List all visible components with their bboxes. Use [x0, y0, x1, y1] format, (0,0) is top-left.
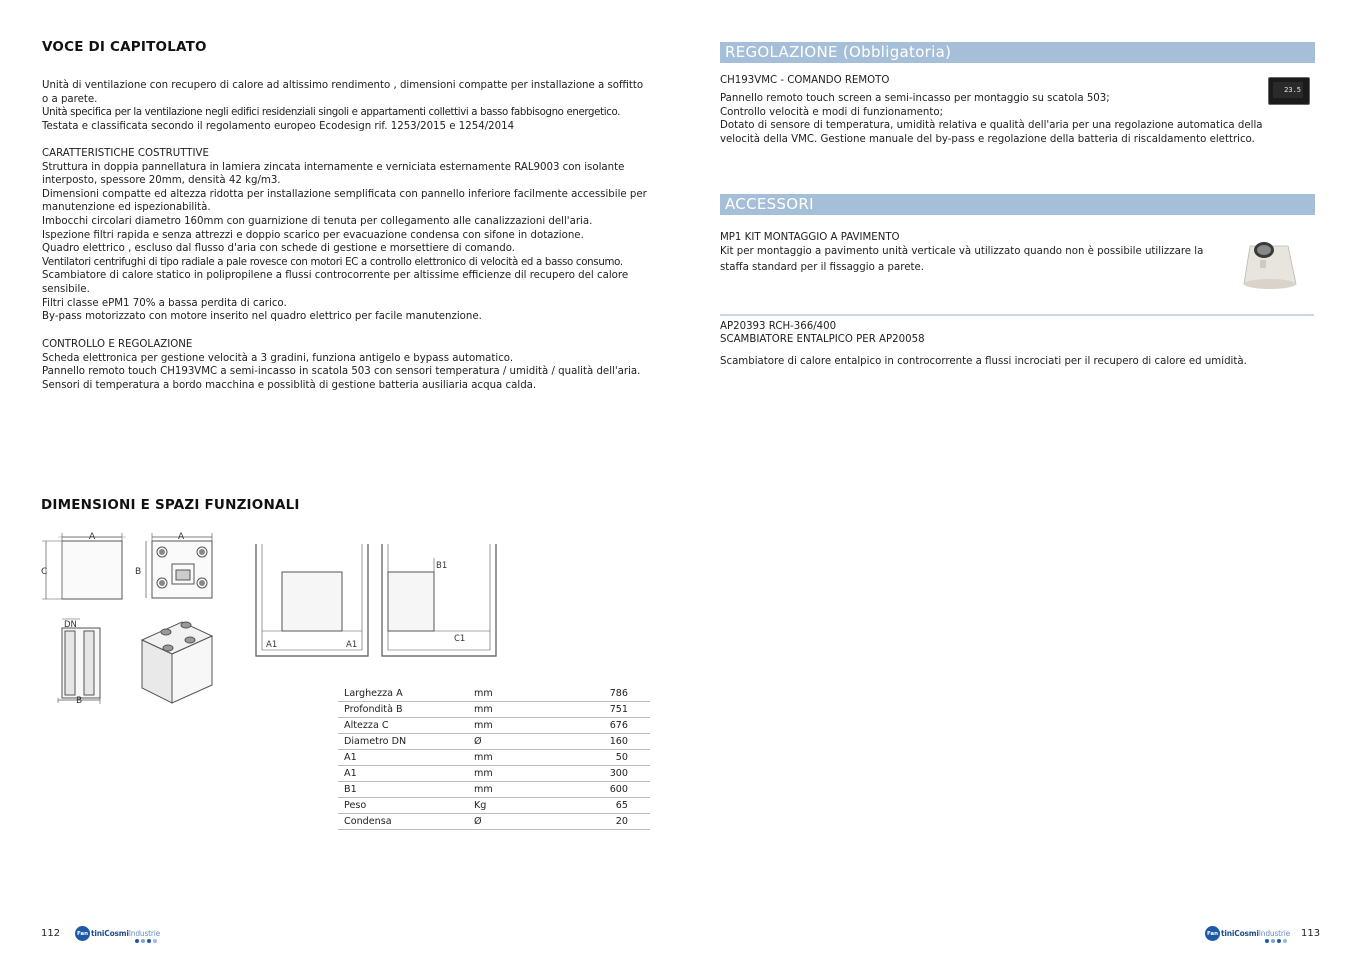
page-number-left: 112: [41, 928, 61, 939]
intro-line: Unità di ventilazione con recupero di calore ad altissimo rendimento , dimensioni compatte per installazione a soffitto: [42, 80, 644, 91]
table-row: A1 mm 50: [338, 750, 650, 766]
floor-kit-image: [1240, 238, 1300, 292]
mp1-description: Kit per montaggio a pavimento unità verticale và utilizzato quando non è possibile utilizzare la staffa standard per il fissaggio a parete.: [720, 246, 1204, 273]
front-view-drawing: [42, 533, 126, 599]
caratteristiche-line: Imbocchi circolari diametro 160mm con guarnizione di tenuta per collegamento alle canalizzazioni dell'aria.: [42, 215, 593, 227]
caratteristiche-line: manutenzione ed ispezionabilità.: [42, 202, 211, 214]
label-b-top: B: [135, 567, 142, 577]
controllo-line: Scheda elettronica per gestione velocità a 3 gradini, funziona antigelo e bypass automatico.: [42, 352, 514, 364]
intro-line: Testata e classificata secondo il regolamento europeo Ecodesign rif. 1253/2015 e 1254/2014: [42, 120, 515, 132]
logo-text: tiniCosmiIndustrie: [1221, 929, 1291, 938]
caratteristiche-line: Filtri classe ePM1 70% a bassa perdita di carico.: [42, 297, 287, 309]
table-row: A1 mm 300: [338, 766, 650, 782]
intro-paragraph: [42, 79, 644, 133]
logo-mark: Fan: [75, 926, 90, 941]
ch193-description: Pannello remoto touch screen a semi-incasso per montaggio su scatola 503; Controllo velocità e modi di funzionamento; Dotato di sensore di temperatura, umidità relativa e qualità dell'aria per una regolazione automatica della velocità della VMC. Gestione manuale del by-pass e regolazione della batteria di riscaldamento elettrico.: [720, 93, 1263, 145]
caratteristiche-line: By-pass motorizzato con motore inserito nel quadro elettrico per facile manutenzione.: [42, 311, 482, 323]
remote-display: 23.5: [1273, 82, 1303, 98]
accessori-band: ACCESSORI: [720, 194, 1315, 215]
controllo-line: Sensori di temperatura a bordo macchina e possiblità di gestione batteria ausiliaria acqua calda.: [42, 379, 537, 391]
controllo-section: [42, 338, 641, 392]
mp1-title: MP1 KIT MONTAGGIO A PAVIMENTO: [720, 232, 900, 243]
logo-dots-right: [1265, 939, 1287, 943]
caratteristiche-line: sensibile.: [42, 283, 90, 295]
caratteristiche-line: Dimensioni compatte ed altezza ridotta per installazione semplificata con pannello inferiore facilmente accessibile per: [42, 188, 647, 200]
caratteristiche-section: [42, 147, 647, 324]
logo-text: tiniCosmiIndustrie: [91, 929, 161, 938]
table-row: Larghezza A mm 786: [338, 686, 650, 702]
caratteristiche-line: Scambiatore di calore statico in polipropilene a flussi controcorrente per altissime efficienze dil recupero del calore: [42, 270, 629, 282]
caratteristiche-line: Ventilatori centrifughi di tipo radiale a pale rovesce con motori EC a controllo elettronico di velocità ed a basso consumo.: [42, 256, 623, 268]
remote-control-image: [1268, 77, 1310, 105]
page-number-right: 113: [1301, 928, 1321, 939]
label-b-side: B: [76, 696, 83, 706]
table-row: Peso Kg 65: [338, 798, 650, 814]
table-row: Altezza C mm 676: [338, 718, 650, 734]
intro-line: Unità specifica per la ventilazione negli edifici residenziali singoli e appartamenti collettivi a basso fabbisogno energetico.: [42, 107, 621, 119]
caratteristiche-line: Struttura in doppia pannellatura in lamiera zincata internamente e verniciata esternamente RAL9003 con isolante: [42, 161, 625, 173]
section-divider: [720, 314, 1314, 316]
regolazione-band: REGOLAZIONE (Obbligatoria): [720, 42, 1315, 63]
label-c: C: [41, 567, 48, 577]
label-a1-right: A1: [346, 640, 358, 650]
isometric-view-drawing: [142, 622, 212, 703]
top-view-drawing: [146, 533, 212, 598]
controllo-line: Pannello remoto touch CH193VMC a semi-incasso in scatola 503 con sensori temperatura / umidità / qualità dell'aria.: [42, 366, 641, 378]
caratteristiche-line: interposto, spessore 20mm, densità 42 kg/m3.: [42, 175, 281, 187]
label-b1: B1: [436, 561, 448, 571]
table-row: Condensa Ø 20: [338, 814, 650, 830]
ch193-title: CH193VMC - COMANDO REMOTO: [720, 75, 890, 86]
dimension-drawings: [36, 528, 506, 708]
label-a-front: A: [89, 532, 96, 542]
label-a-top: A: [178, 532, 185, 542]
controllo-title: CONTROLLO E REGOLAZIONE: [42, 339, 193, 350]
label-dn: DN: [64, 620, 77, 630]
ap20393-subtitle: SCAMBIATORE ENTALPICO PER AP20058: [720, 334, 925, 345]
ap20393-description: Scambiatore di calore entalpico in controcorrente a flussi incrociati per il recupero di calore ed umidità.: [720, 356, 1247, 367]
caratteristiche-line: Quadro elettrico , escluso dal flusso d'aria con schede di gestione e morsettiere di comando.: [42, 243, 516, 255]
label-a1-left: A1: [266, 640, 278, 650]
side-view-drawing: [58, 619, 100, 704]
label-c1: C1: [454, 634, 466, 644]
logo-mark: Fan: [1205, 926, 1220, 941]
dimensioni-title: DIMENSIONI E SPAZI FUNZIONALI: [41, 497, 300, 513]
caratteristiche-line: Ispezione filtri rapida e senza attrezzi e doppio scarico per evacuazione condensa con sifone in dotazione.: [42, 229, 584, 241]
voce-capitolato-title: VOCE DI CAPITOLATO: [42, 39, 207, 55]
intro-line: o a parete.: [42, 93, 98, 105]
dimensions-table: [338, 686, 650, 830]
table-row: B1 mm 600: [338, 782, 650, 798]
logo-dots-left: [135, 939, 157, 943]
ap20393-title: AP20393 RCH-366/400: [720, 321, 837, 332]
table-row: Diametro DN Ø 160: [338, 734, 650, 750]
caratteristiche-title: CARATTERISTICHE COSTRUTTIVE: [42, 148, 209, 159]
table-row: Profondità B mm 751: [338, 702, 650, 718]
